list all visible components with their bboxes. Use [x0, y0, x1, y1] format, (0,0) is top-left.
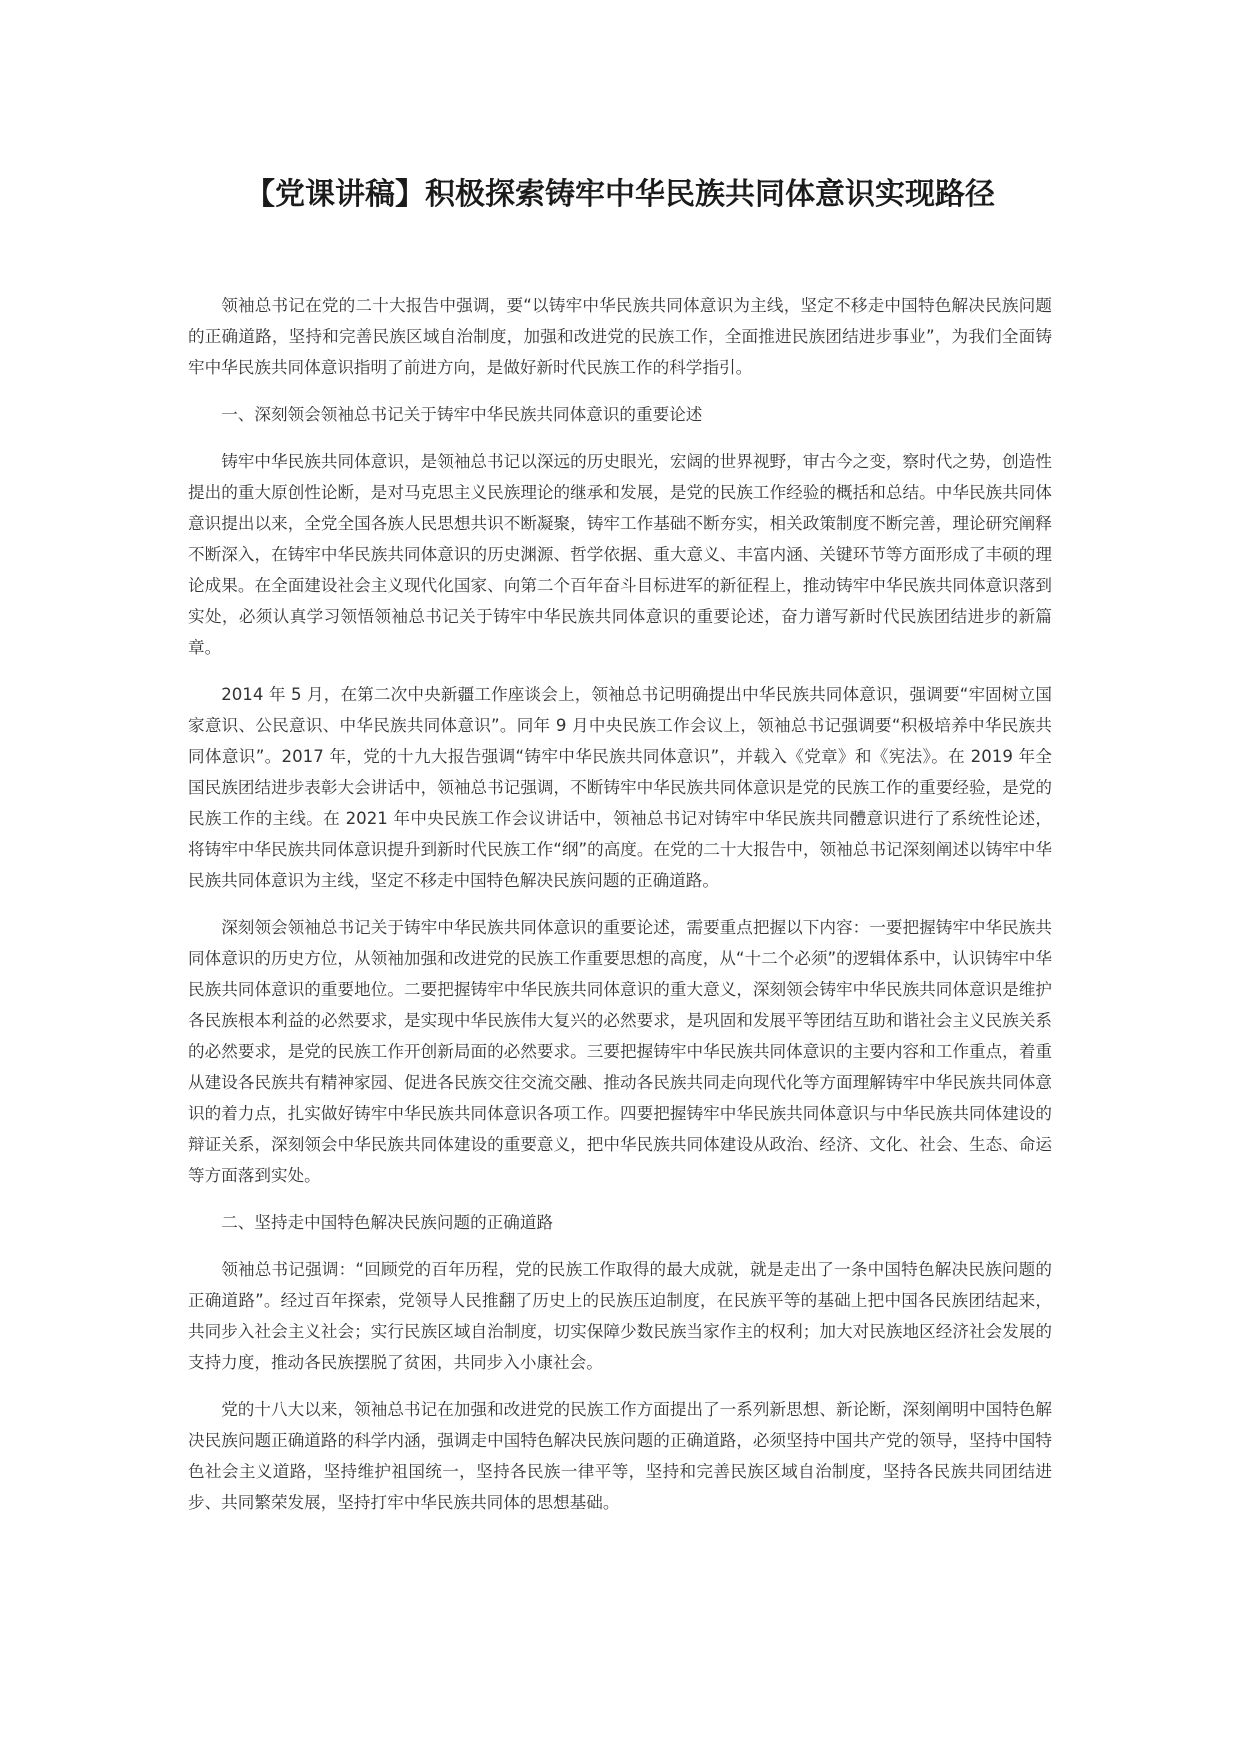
section-1-paragraph-1: 铸牢中华民族共同体意识，是领袖总书记以深远的历史眼光，宏阔的世界视野，审古今之变，察时代之势，创造性提出的重大原创性论断，是对马克思主义民族理论的继承和发展，是党的民族工作经验的概括和总结。中华民族共同体意识提出以来，全党全国各族人民思想共识不断凝聚，铸牢工作基础不断夯实，相关政策制度不断完善，理论研究阐释不断深入，在铸牢中华民族共同体意识的历史渊源、哲学依据、重大意义、丰富内涵、关键环节等方面形成了丰硕的理论成果。在全面建设社会主义现代化国家、向第二个百年奋斗目标进军的新征程上，推动铸牢中华民族共同体意识落到实处，必须认真学习领悟领袖总书记关于铸牢中华民族共同体意识的重要论述，奋力谱写新时代民族团结进步的新篇章。 — [188, 452, 1052, 657]
document-body — [188, 290, 1052, 1534]
section-2-paragraph-1: 领袖总书记强调：“回顾党的百年历程，党的民族工作取得的最大成就，就是走出了一条中国特色解决民族问题的正确道路”。经过百年探索，党领导人民推翻了历史上的民族压迫制度，在民族平等的基础上把中国各民族团结起来，共同步入社会主义社会；实行民族区域自治制度，切实保障少数民族当家作主的权利；加大对民族地区经济社会发展的支持力度，推动各民族摆脱了贫困，共同步入小康社会。 — [188, 1260, 1052, 1372]
section-1-paragraph-2: 2014 年 5 月，在第二次中央新疆工作座谈会上，领袖总书记明确提出中华民族共同体意识，强调要“牢固树立国家意识、公民意识、中华民族共同体意识”。同年 9 月中央民族工作会议上，领袖总书记强调要“积极培养中华民族共同体意识”。2017 年，党的十九大报告强调“铸牢中华民族共同体意识”，并载入《党章》和《宪法》。在 2019 年全国民族团结进步表彰大会讲话中，领袖总书记强调，不断铸牢中华民族共同体意识是党的民族工作的重要经验，是党的民族工作的主线。在 2021 年中央民族工作会议讲话中，领袖总书记对铸牢中华民族共同體意识进行了系统性论述，将铸牢中华民族共同体意识提升到新时代民族工作“纲”的高度。在党的二十大报告中，领袖总书记深刻阐述以铸牢中华民族共同体意识为主线，坚定不移走中国特色解决民族问题的正确道路。 — [188, 685, 1052, 890]
intro-paragraph: 领袖总书记在党的二十大报告中强调，要“以铸牢中华民族共同体意识为主线，坚定不移走中国特色解决民族问题的正确道路，坚持和完善民族区域自治制度，加强和改进党的民族工作，全面推进民族团结进步事业”，为我们全面铸牢中华民族共同体意识指明了前进方向，是做好新时代民族工作的科学指引。 — [188, 296, 1052, 377]
section-1-heading: 一、深刻领会领袖总书记关于铸牢中华民族共同体意识的重要论述 — [221, 405, 703, 424]
section-2-paragraph-2: 党的十八大以来，领袖总书记在加强和改进党的民族工作方面提出了一系列新思想、新论断，深刻阐明中国特色解决民族问题正确道路的科学内涵，强调走中国特色解决民族问题的正确道路，必须坚持中国共产党的领导，坚持中国特色社会主义道路，坚持维护祖国统一，坚持各民族一律平等，坚持和完善民族区域自治制度，坚持各民族共同团结进步、共同繁荣发展，坚持打牢中华民族共同体的思想基础。 — [188, 1400, 1052, 1512]
section-1-paragraph-3: 深刻领会领袖总书记关于铸牢中华民族共同体意识的重要论述，需要重点把握以下内容：一要把握铸牢中华民族共同体意识的历史方位，从领袖加强和改进党的民族工作重要思想的高度，从“十二个必须”的逻辑体系中，认识铸牢中华民族共同体意识的重要地位。二要把握铸牢中华民族共同体意识的重大意义，深刻领会铸牢中华民族共同体意识是维护各民族根本利益的必然要求，是实现中华民族伟大复兴的必然要求，是巩固和发展平等团结互助和谐社会主义民族关系的必然要求，是党的民族工作开创新局面的必然要求。三要把握铸牢中华民族共同体意识的主要内容和工作重点，着重从建设各民族共有精神家园、促进各民族交往交流交融、推动各民族共同走向现代化等方面理解铸牢中华民族共同体意识的着力点，扎实做好铸牢中华民族共同体意识各项工作。四要把握铸牢中华民族共同体意识与中华民族共同体建设的辩证关系，深刻领会中华民族共同体建设的重要意义，把中华民族共同体建设从政治、经济、文化、社会、生态、命运等方面落到实处。 — [188, 918, 1052, 1185]
document-title: 【党课讲稿】积极探索铸牢中华民族共同体意识实现路径 — [245, 177, 995, 212]
section-2-heading: 二、坚持走中国特色解决民族问题的正确道路 — [221, 1213, 554, 1232]
